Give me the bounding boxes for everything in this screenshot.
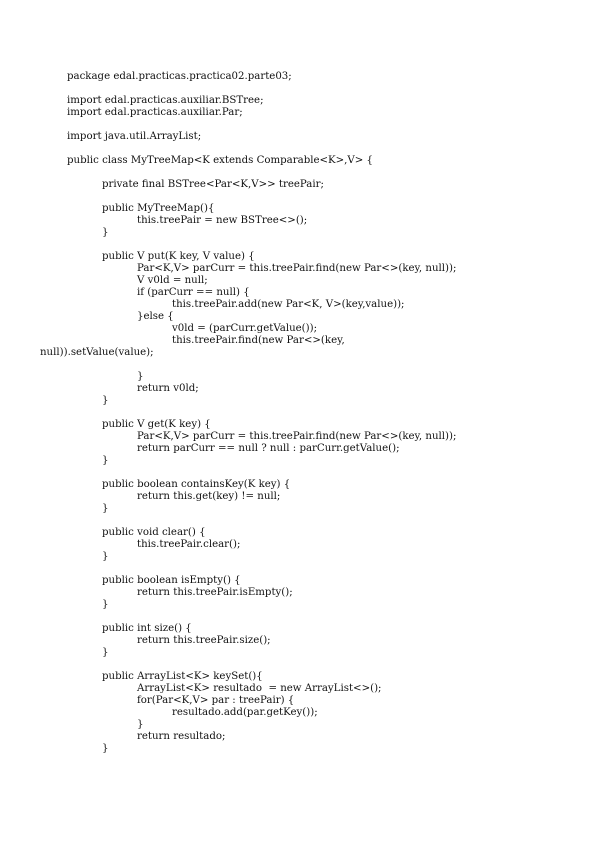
code-line: private final BSTree<Par<K,V>> treePair; — [102, 179, 324, 190]
code-line: this.treePair = new BSTree<>(); — [137, 215, 308, 226]
blank-line — [67, 191, 456, 203]
code-line: } — [137, 371, 144, 382]
code-line: } — [102, 503, 109, 514]
blank-line — [67, 659, 456, 671]
code-line: public V put(K key, V value) { — [102, 251, 255, 262]
code-line: import edal.practicas.auxiliar.Par; — [67, 107, 243, 118]
blank-line — [67, 359, 456, 371]
code-line: V v0ld = null; — [137, 275, 208, 286]
code-line: } — [102, 647, 109, 658]
code-line: Par<K,V> parCurr = this.treePair.find(new Par<>(key, null)); — [137, 431, 457, 442]
code-line: public ArrayList<K> keySet(){ — [102, 671, 263, 682]
code-line: public boolean isEmpty() { — [102, 575, 241, 586]
code-line: if (parCurr == null) { — [137, 287, 250, 298]
code-line: package edal.practicas.practica02.parte03; — [67, 71, 292, 82]
code-line: this.treePair.add(new Par<K, V>(key,value)); — [172, 299, 405, 310]
code-line: Par<K,V> parCurr = this.treePair.find(new Par<>(key, null)); — [137, 263, 457, 274]
code-line: this.treePair.clear(); — [137, 539, 241, 550]
code-line: public int size() { — [102, 623, 192, 634]
code-line: public void clear() { — [102, 527, 206, 538]
code-line: null)).setValue(value); — [40, 347, 154, 358]
code-line: } — [102, 455, 109, 466]
code-listing — [40, 71, 457, 755]
blank-line — [67, 83, 456, 95]
blank-line — [67, 611, 456, 623]
blank-line — [67, 467, 456, 479]
code-line: ArrayList<K> resultado = new ArrayList<>(); — [137, 683, 382, 694]
code-line: return this.get(key) != null; — [137, 491, 281, 502]
blank-line — [67, 515, 456, 527]
code-line: resultado.add(par.getKey()); — [172, 707, 318, 718]
code-line: public class MyTreeMap<K extends Comparable<K>,V> { — [67, 155, 374, 166]
code-line: return this.treePair.size(); — [137, 635, 271, 646]
code-line: return this.treePair.isEmpty(); — [137, 587, 293, 598]
code-line: public V get(K key) { — [102, 419, 211, 430]
blank-line — [67, 119, 456, 131]
code-line: } — [102, 599, 109, 610]
blank-line — [67, 563, 456, 575]
blank-line — [67, 143, 456, 155]
code-line: public boolean containsKey(K key) { — [102, 479, 291, 490]
code-line: for(Par<K,V> par : treePair) { — [137, 695, 295, 706]
code-line: return resultado; — [137, 731, 226, 742]
blank-line — [67, 239, 456, 251]
code-line: } — [102, 743, 109, 754]
code-line: } — [102, 395, 109, 406]
code-line: return v0ld; — [137, 383, 199, 394]
code-line: public MyTreeMap(){ — [102, 203, 215, 214]
code-line: } — [137, 719, 144, 730]
code-line: } — [102, 227, 109, 238]
code-line: }else { — [137, 311, 174, 322]
code-line: v0ld = (parCurr.getValue()); — [172, 323, 318, 334]
code-line: } — [102, 551, 109, 562]
code-line: return parCurr == null ? null : parCurr.getValue(); — [137, 443, 400, 454]
code-line: this.treePair.find(new Par<>(key, — [172, 335, 345, 346]
code-line: import edal.practicas.auxiliar.BSTree; — [67, 95, 264, 106]
blank-line — [67, 407, 456, 419]
blank-line — [67, 167, 456, 179]
code-line: import java.util.ArrayList; — [67, 131, 202, 142]
